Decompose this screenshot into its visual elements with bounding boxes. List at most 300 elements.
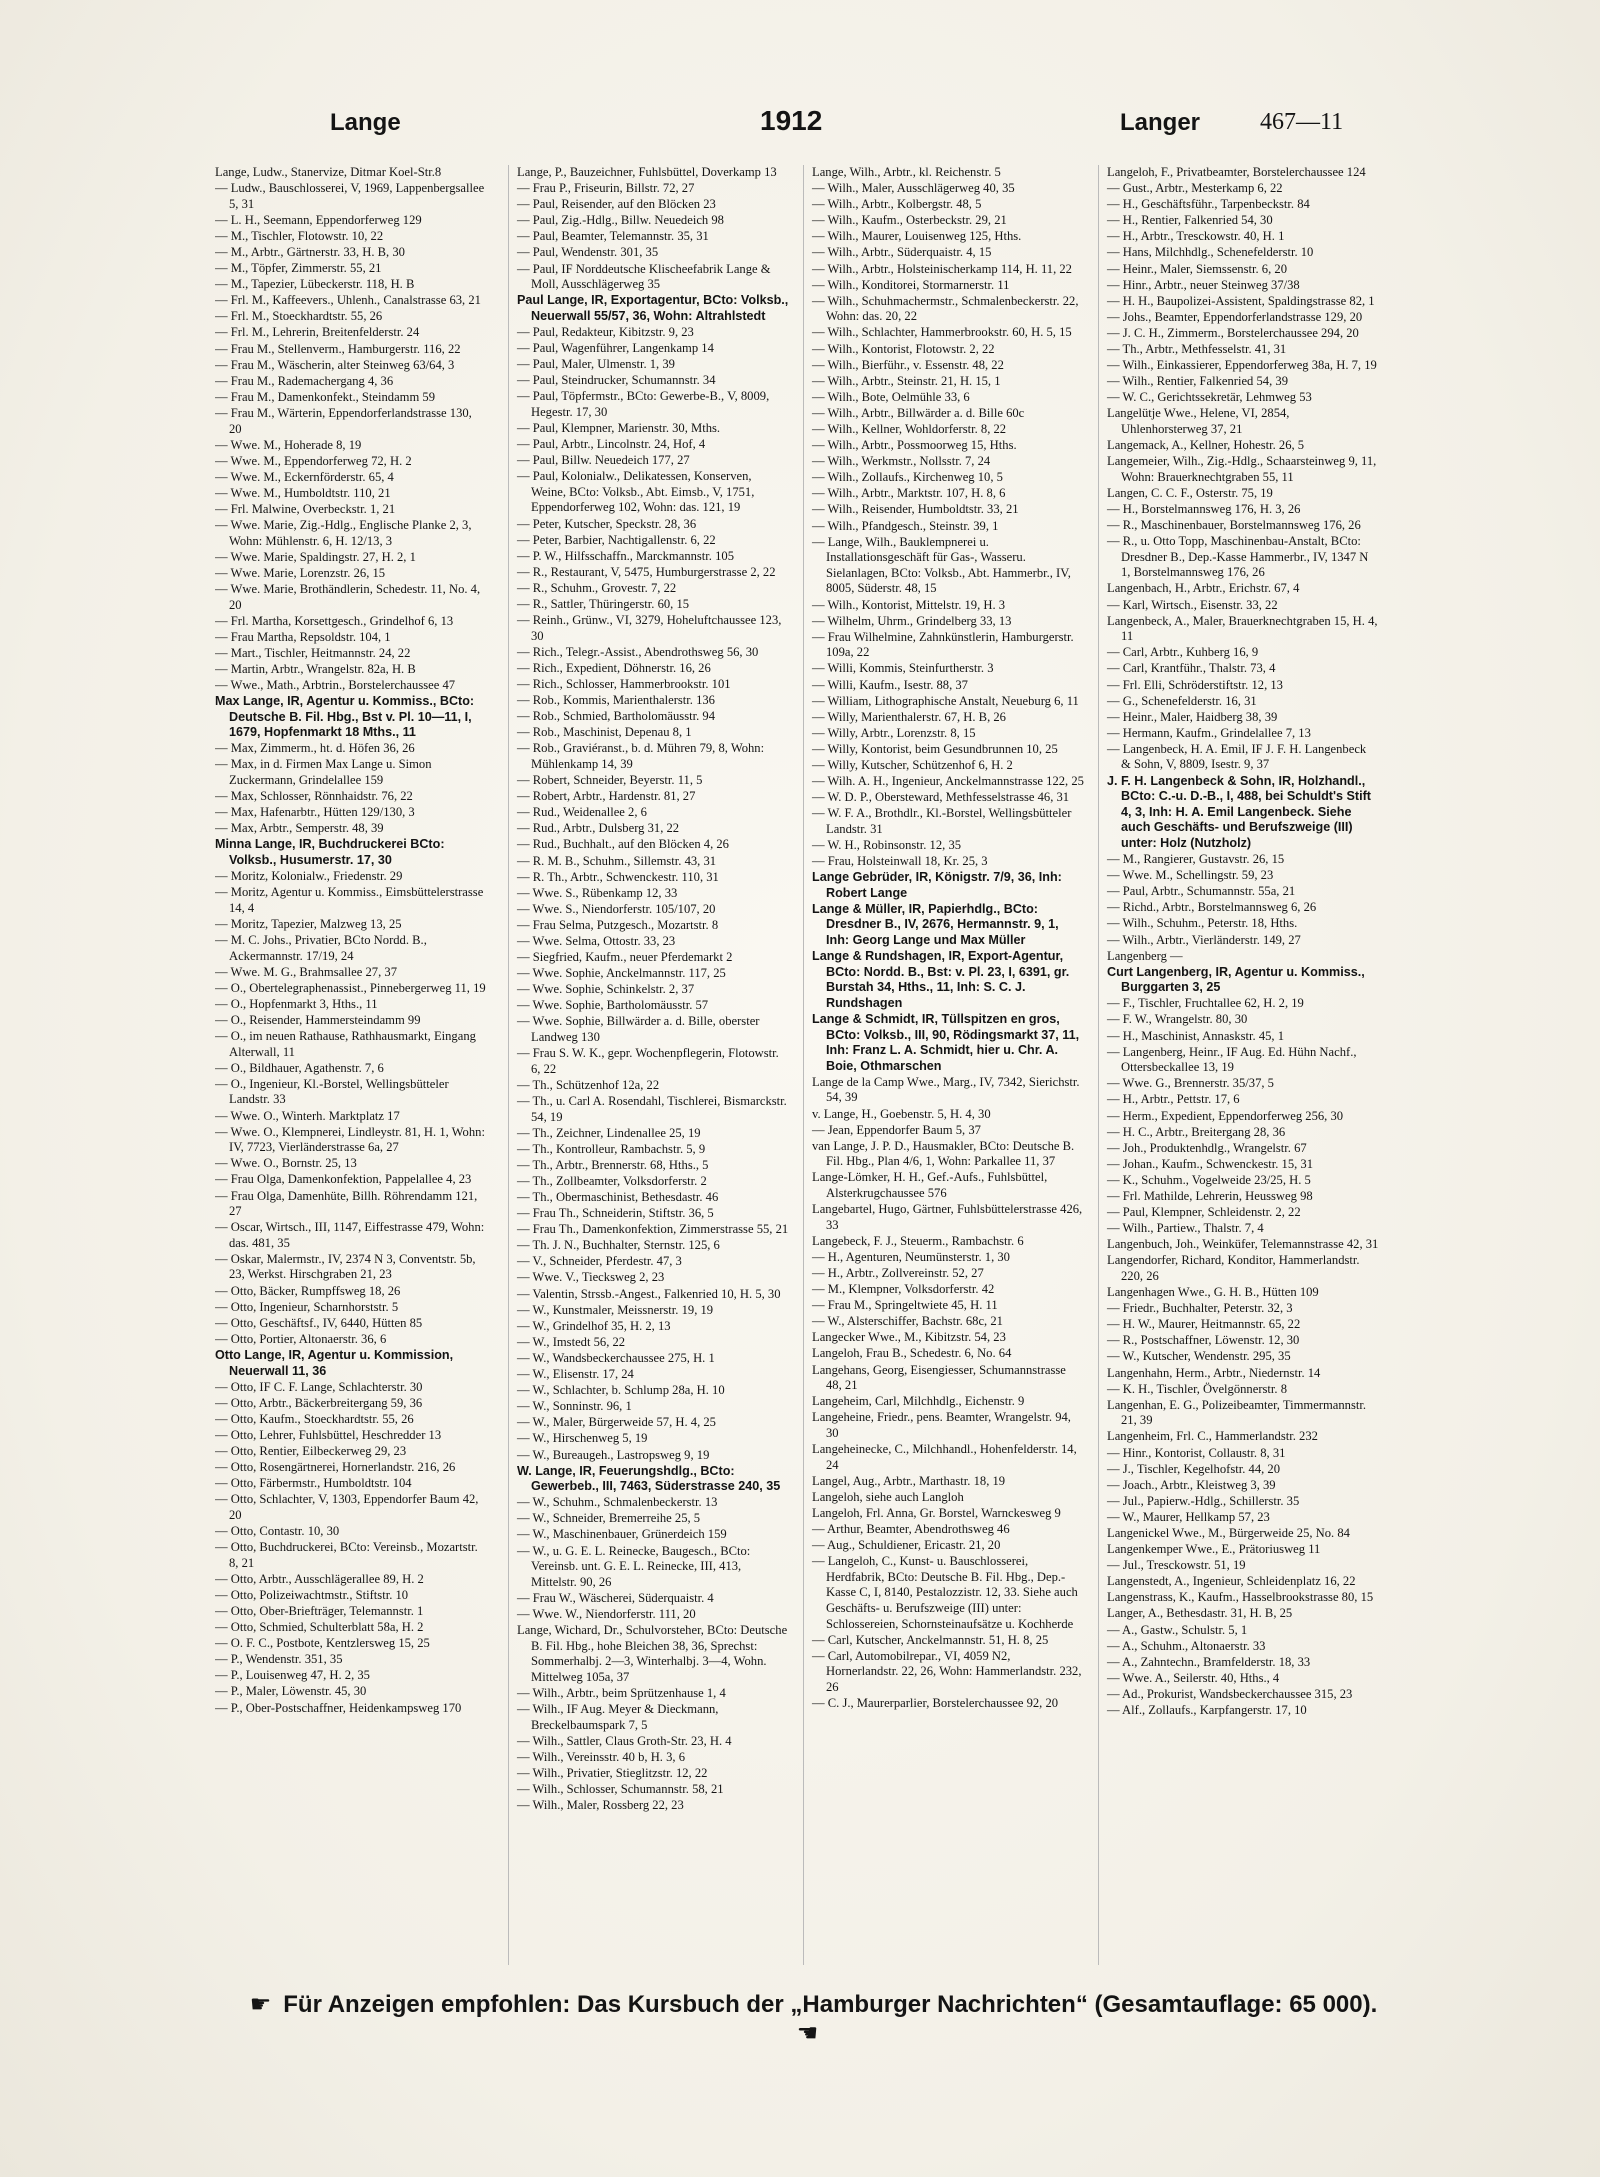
directory-entry: — Wilh., Arbtr., Vierländerstr. 149, 27 bbox=[1107, 932, 1301, 947]
directory-entry: — H., Arbtr., Tresckowstr. 40, H. 1 bbox=[1107, 229, 1285, 244]
directory-entry: — Otto, Contastr. 10, 30 bbox=[215, 1523, 340, 1538]
directory-entry: — Wilh., Arbtr., beim Sprützenhause 1, 4 bbox=[517, 1685, 726, 1700]
directory-entry: Langehans, Georg, Eisengiesser, Schumannstrasse 48, 21 bbox=[812, 1362, 1066, 1393]
directory-entry: — Max, Zimmerm., ht. d. Höfen 36, 26 bbox=[215, 741, 415, 756]
directory-entry: — W., Imstedt 56, 22 bbox=[517, 1334, 626, 1349]
directory-entry: Langecker Wwe., M., Kibitzstr. 54, 23 bbox=[812, 1330, 1006, 1345]
pointing-hand-left-icon: ☛ bbox=[249, 1991, 272, 2018]
directory-entry: — Wilh., Kellner, Wohldorferstr. 8, 22 bbox=[812, 422, 1007, 436]
directory-entry: — Th., Arbtr., Methfesselstr. 41, 31 bbox=[1107, 342, 1287, 357]
directory-entry: — W., Maurer, Hellkamp 57, 23 bbox=[1107, 1509, 1270, 1524]
directory-entry: — Wwe. M. G., Brahmsallee 27, 37 bbox=[215, 964, 397, 979]
directory-entry: — W., Schlachter, b. Schlump 28a, H. 10 bbox=[517, 1383, 725, 1398]
directory-entry: — Frau, Holsteinwall 18, Kr. 25, 3 bbox=[812, 854, 988, 869]
directory-entry: — Otto, Rosengärtnerei, Hornerlandstr. 216, 26 bbox=[215, 1460, 456, 1475]
directory-entry: — Wilh., Werkmstr., Nollsstr. 7, 24 bbox=[812, 454, 991, 469]
directory-entry: — Rud., Weidenallee 2, 6 bbox=[517, 805, 647, 820]
directory-entry: — Wwe. Marie, Brothändlerin, Schedestr. 11, No. 4, 20 bbox=[215, 581, 481, 612]
directory-entry: Langenberg — bbox=[1107, 948, 1183, 963]
directory-entry: Langendorfer, Richard, Konditor, Hammerlandstr. 220, 26 bbox=[1107, 1253, 1360, 1283]
directory-entry: — Frau M., Damenkonfekt., Steindamm 59 bbox=[215, 389, 436, 404]
directory-entry: — J., Tischler, Kegelhofstr. 44, 20 bbox=[1107, 1461, 1281, 1476]
directory-entry: — H., Maschinist, Annaskstr. 45, 1 bbox=[1107, 1028, 1285, 1043]
directory-entry: — Otto, Ober-Briefträger, Telemannstr. 1 bbox=[215, 1603, 424, 1618]
directory-entry: Lange de la Camp Wwe., Marg., IV, 7342, Sierichstr. 54, 39 bbox=[812, 1074, 1080, 1105]
directory-entry: — Otto, Arbtr., Bäckerbreitergang 59, 36 bbox=[215, 1395, 423, 1410]
directory-entry: — Rich., Expedient, Döhnerstr. 16, 26 bbox=[517, 660, 711, 675]
directory-entry: — Wwe., Math., Arbtrin., Borstelerchaussee 47 bbox=[215, 678, 456, 692]
directory-entry: — Wilh., Arbtr., Süderquaistr. 4, 15 bbox=[812, 245, 992, 260]
directory-entry: — Peter, Barbier, Nachtigallenstr. 6, 22 bbox=[517, 532, 716, 547]
directory-entry: — Paul, Wendenstr. 301, 35 bbox=[517, 245, 659, 260]
directory-entry: — Wilh., Arbtr., Steinstr. 21, H. 15, 1 bbox=[812, 373, 1001, 388]
directory-entry: — Ad., Prokurist, Wandsbeckerchaussee 315, 23 bbox=[1107, 1686, 1353, 1701]
directory-entry: Langenstrass, K., Kaufm., Hasselbrookstrasse 80, 15 bbox=[1107, 1590, 1374, 1605]
directory-entry: — Otto, Schlachter, V, 1303, Eppendorfer Baum 42, 20 bbox=[215, 1492, 479, 1522]
directory-entry: — Carl, Automobilrepar., VI, 4059 N2, Hornerlandstr. 22, 26, Wohn: Hammerlandstr. 232, 26 bbox=[812, 1648, 1082, 1694]
directory-entry: — Frau Wilhelmine, Zahnkünstlerin, Hamburgerstr. 109a, 22 bbox=[812, 629, 1074, 660]
directory-entry: — Otto, Schmied, Schulterblatt 58a, H. 2 bbox=[215, 1620, 424, 1635]
directory-entry: — Frl. M., Stoeckhardtstr. 55, 26 bbox=[215, 309, 383, 324]
directory-entry: — Paul, Zig.-Hdlg., Billw. Neuedeich 98 bbox=[517, 213, 724, 228]
directory-entry: — R., Sattler, Thüringerstr. 60, 15 bbox=[517, 597, 690, 612]
directory-entry: — Johs., Beamter, Eppendorferlandstrasse 129, 20 bbox=[1107, 309, 1363, 324]
directory-entry: — Ludw., Bauschlosserei, V, 1969, Lappenbergsallee 5, 31 bbox=[215, 181, 485, 211]
directory-entry: — Wwe. Sophie, Anckelmannstr. 117, 25 bbox=[517, 966, 726, 981]
directory-entry: — Otto, Kaufm., Stoeckhardtstr. 55, 26 bbox=[215, 1411, 414, 1426]
directory-entry: — W. C., Gerichtssekretär, Lehmweg 53 bbox=[1107, 390, 1312, 405]
directory-entry: — Paul, Maler, Ulmenstr. 1, 39 bbox=[517, 357, 675, 372]
directory-entry: — Otto, IF C. F. Lange, Schlachterstr. 30 bbox=[215, 1379, 423, 1394]
directory-entry: — Frau W., Wäscherei, Süderquaistr. 4 bbox=[517, 1590, 714, 1605]
directory-entry: — Wilh., Schlosser, Schumannstr. 58, 21 bbox=[517, 1781, 724, 1796]
directory-entry: — Frau M., Rademachergang 4, 36 bbox=[215, 373, 394, 388]
directory-columns bbox=[215, 165, 1400, 1965]
directory-entry: — Carl, Kutscher, Anckelmannstr. 51, H. 8, 25 bbox=[812, 1632, 1049, 1647]
directory-entry: — O., Ingenieur, Kl.-Borstel, Wellingsbütteler Landstr. 33 bbox=[215, 1076, 449, 1107]
directory-entry: — P., Louisenweg 47, H. 2, 35 bbox=[215, 1668, 370, 1683]
directory-entry: — Wilh., Arbtr., Possmoorweg 15, Hths. bbox=[812, 438, 1017, 453]
directory-entry: — M., Tischler, Flotowstr. 10, 22 bbox=[215, 228, 384, 243]
directory-entry: — H., Borstelmannsweg 176, H. 3, 26 bbox=[1107, 501, 1301, 516]
directory-entry: — Wilh., Privatier, Stieglitzstr. 12, 22 bbox=[517, 1765, 708, 1780]
directory-entry: — Wwe. O., Klempnerei, Lindleystr. 81, H. 1, Wohn: IV, 7723, Vierländerstrasse 6a, 27 bbox=[215, 1124, 485, 1155]
directory-entry: — Willi, Kaufm., Isestr. 88, 37 bbox=[812, 677, 968, 692]
directory-entry: Langebartel, Hugo, Gärtner, Fuhlsbüttelerstrasse 426, 33 bbox=[812, 1202, 1083, 1232]
directory-entry: — O. F. C., Postbote, Kentzlersweg 15, 25 bbox=[215, 1636, 430, 1651]
directory-entry: — K., Schuhm., Vogelweide 23/25, H. 5 bbox=[1107, 1172, 1311, 1187]
directory-entry: — Otto, Buchdruckerei, BCto: Vereinsb., Mozartstr. 8, 21 bbox=[215, 1540, 478, 1570]
footer-text: Für Anzeigen empfohlen: Das Kursbuch der „Hamburger Nachrichten“ (Gesamtauflage: 65 000). bbox=[283, 1991, 1378, 2018]
directory-entry: — Karl, Wirtsch., Eisenstr. 33, 22 bbox=[1107, 597, 1278, 612]
directory-entry: — Wilh., Kaufm., Osterbeckstr. 29, 21 bbox=[812, 213, 1007, 228]
directory-entry: — Johan., Kaufm., Schwenckestr. 15, 31 bbox=[1107, 1156, 1314, 1171]
directory-entry: Langeheine, Friedr., pens. Beamter, Wrangelstr. 94, 30 bbox=[812, 1410, 1071, 1440]
directory-entry: — Th., Obermaschinist, Bethesdastr. 46 bbox=[517, 1190, 719, 1204]
directory-entry: — Frau Olga, Damenkonfektion, Pappelallee 4, 23 bbox=[215, 1172, 472, 1187]
pointing-hand-right-icon: ☚ bbox=[796, 2020, 819, 2047]
directory-entry: — Frau M., Wäscherin, alter Steinweg 63/64, 3 bbox=[215, 357, 455, 372]
directory-entry: — Oscar, Wirtsch., III, 1147, Eiffestrasse 479, Wohn: das. 481, 35 bbox=[215, 1220, 485, 1250]
directory-entry: — Rich., Schlosser, Hammerbrookstr. 101 bbox=[517, 677, 731, 691]
directory-entry: — M., Töpfer, Zimmerstr. 55, 21 bbox=[215, 261, 382, 276]
directory-entry: Langeloh, Frl. Anna, Gr. Borstel, Warnckesweg 9 bbox=[812, 1505, 1061, 1520]
directory-entry: — Langeloh, C., Kunst- u. Bauschlosserei, Herdfabrik, BCto: Deutsche B. Fil. Hbg., Dep.-Kasse C, I, 8140, Pestalozzistr. 12, 33. Siehe auch Geschäfts- u. Berufszweige (III) unter: Schlossereien, Schornsteinaufsätze u. Kochherde bbox=[812, 1554, 1078, 1631]
directory-entry: — Reinh., Grünw., VI, 3279, Hoheluftchaussee 123, 30 bbox=[517, 613, 782, 643]
directory-entry: — Frau Olga, Damenhüte, Billh. Röhrendamm 121, 27 bbox=[215, 1188, 478, 1219]
directory-entry: — Paul, Töpfermstr., BCto: Gewerbe-B., V, 8009, Hegestr. 17, 30 bbox=[517, 389, 770, 419]
directory-entry: — Frau Martha, Repsoldstr. 104, 1 bbox=[215, 629, 391, 644]
directory-entry: — Frl. Mathilde, Lehrerin, Heussweg 98 bbox=[1107, 1189, 1313, 1203]
directory-entry: — W., Grindelhof 35, H. 2, 13 bbox=[517, 1318, 671, 1333]
directory-entry: — William, Lithographische Anstalt, Neueburg 6, 11 bbox=[812, 693, 1079, 708]
directory-entry: — H., Arbtr., Zollvereinstr. 52, 27 bbox=[812, 1265, 984, 1280]
directory-entry: — Frau M., Wärterin, Eppendorferlandstrasse 130, 20 bbox=[215, 405, 472, 436]
directory-entry: — Wwe. Marie, Zig.-Hdlg., Englische Planke 2, 3, Wohn: Mühlenstr. 6, H. 12/13, 3 bbox=[215, 518, 472, 548]
directory-entry: — H. H., Baupolizei-Assistent, Spaldingstrasse 82, 1 bbox=[1107, 293, 1375, 308]
directory-entry: — Paul, Klempner, Schleidenstr. 2, 22 bbox=[1107, 1205, 1301, 1220]
directory-entry: — Wilh., Vereinsstr. 40 b, H. 3, 6 bbox=[517, 1749, 685, 1764]
directory-entry: — P. W., Hilfsschaffn., Marckmannstr. 105 bbox=[517, 548, 734, 563]
directory-entry: — Th., Arbtr., Brennerstr. 68, Hths., 5 bbox=[517, 1157, 709, 1172]
directory-entry: — Wilh., Konditorei, Stormarnerstr. 11 bbox=[812, 277, 1010, 292]
directory-entry: van Lange, J. P. D., Hausmakler, BCto: Deutsche B. Fil. Hbg., Plan 4/6, 1, Wohn: Parkallee 11, 37 bbox=[812, 1138, 1075, 1169]
directory-entry: — Robert, Schneider, Beyerstr. 11, 5 bbox=[517, 773, 703, 788]
directory-entry: — Rob., Schmied, Bartholomäusstr. 94 bbox=[517, 709, 715, 724]
directory-entry: — Th. J. N., Buchhalter, Sternstr. 125, 6 bbox=[517, 1238, 720, 1253]
directory-entry: — A., Schuhm., Altonaerstr. 33 bbox=[1107, 1638, 1266, 1653]
directory-entry: — Wilh., Kontorist, Mittelstr. 19, H. 3 bbox=[812, 597, 1006, 612]
directory-entry: — Arthur, Beamter, Abendrothsweg 46 bbox=[812, 1521, 1010, 1536]
directory-entry: — R. M. B., Schuhm., Sillemstr. 43, 31 bbox=[517, 853, 717, 868]
directory-entry: — Wilh., Bierführ., v. Essenstr. 48, 22 bbox=[812, 357, 1004, 372]
directory-entry: — Wwe. Sophie, Schinkelstr. 2, 37 bbox=[517, 982, 695, 997]
directory-entry: — Wilh., Einkassierer, Eppendorferweg 38a, H. 7, 19 bbox=[1107, 358, 1377, 373]
directory-entry: — H., Geschäftsführ., Tarpenbeckstr. 84 bbox=[1107, 197, 1310, 212]
directory-entry: — A., Zahntechn., Bramfelderstr. 18, 33 bbox=[1107, 1654, 1311, 1669]
directory-entry: — Frl. Martha, Korsettgesch., Grindelhof 6, 13 bbox=[215, 613, 454, 628]
directory-entry: Langeloh, F., Privatbeamter, Borstelerchaussee 124 bbox=[1107, 165, 1366, 179]
directory-entry: — O., Hopfenmarkt 3, Hths., 11 bbox=[215, 996, 378, 1011]
directory-entry: — P., Maler, Löwenstr. 45, 30 bbox=[215, 1684, 367, 1699]
directory-entry: — Hermann, Kaufm., Grindelallee 7, 13 bbox=[1107, 725, 1311, 740]
directory-entry: — O., Obertelegraphenassist., Pinnebergerweg 11, 19 bbox=[215, 980, 486, 995]
directory-entry: — Wilh., Arbtr., Holsteinischerkamp 114, H. 11, 22 bbox=[812, 261, 1072, 276]
directory-entry: — Wwe. W., Niendorferstr. 111, 20 bbox=[517, 1606, 696, 1621]
directory-entry: — Th., Schützenhof 12a, 22 bbox=[517, 1077, 660, 1092]
directory-entry: — Frau P., Friseurin, Billstr. 72, 27 bbox=[517, 181, 695, 196]
directory-entry: — Rud., Arbtr., Dulsberg 31, 22 bbox=[517, 821, 680, 836]
directory-entry: — Jean, Eppendorfer Baum 5, 37 bbox=[812, 1122, 981, 1137]
directory-entry: — Wwe. A., Seilerstr. 40, Hths., 4 bbox=[1107, 1670, 1280, 1685]
directory-entry: — Wilh., Zollaufs., Kirchenweg 10, 5 bbox=[812, 470, 1003, 485]
directory-entry: Lange & Schmidt, IR, Tüllspitzen en gros, BCto: Volksb., III, 90, Rödingsmarkt 37, 11, Inh: Franz L. A. Schmidt, hier u. Chr. A. Boie, Othmarschen bbox=[812, 1011, 1080, 1073]
directory-entry: — Lange, Wilh., Bauklempnerei u. Installationsgeschäft für Gas-, Wasseru. Sielanlagen, BCto: Volksb., Abt. Hammerbr., IV, 8005, Süderstr. 48, 15 bbox=[812, 534, 1071, 596]
directory-entry: — W., Kutscher, Wendenstr. 295, 35 bbox=[1107, 1349, 1291, 1364]
directory-entry: v. Lange, H., Goebenstr. 5, H. 4, 30 bbox=[812, 1106, 991, 1121]
directory-entry: — Otto, Bäcker, Rumpffsweg 18, 26 bbox=[215, 1283, 401, 1298]
advertisement-footer bbox=[215, 1990, 1400, 2047]
directory-entry: — Oskar, Malermstr., IV, 2374 N 3, Conventstr. 5b, 23, Werkst. Hirschgraben 21, 23 bbox=[215, 1251, 476, 1282]
directory-entry: — Jul., Papierw.-Hdlg., Schillerstr. 35 bbox=[1107, 1493, 1300, 1508]
directory-entry: — Wwe. Sophie, Billwärder a. d. Bille, oberster Landweg 130 bbox=[517, 1014, 760, 1045]
directory-entry: — Hinr., Arbtr., neuer Steinweg 37/38 bbox=[1107, 277, 1300, 292]
directory-entry: — Valentin, Strssb.-Angest., Falkenried 10, H. 5, 30 bbox=[517, 1286, 781, 1301]
directory-entry: — K. H., Tischler, Övelgönnerstr. 8 bbox=[1107, 1381, 1288, 1396]
directory-entry: — C. J., Maurerparlier, Borstelerchaussee 92, 20 bbox=[812, 1696, 1059, 1710]
directory-entry: — Wilh., Arbtr., Marktstr. 107, H. 8, 6 bbox=[812, 486, 1006, 501]
directory-entry: — Wilhelm, Uhrm., Grindelberg 33, 13 bbox=[812, 613, 1012, 628]
directory-entry: — Wwe. Sophie, Bartholomäusstr. 57 bbox=[517, 998, 709, 1013]
directory-entry: — Richd., Arbtr., Borstelmannsweg 6, 26 bbox=[1107, 900, 1317, 915]
directory-entry: — Wwe. O., Winterh. Marktplatz 17 bbox=[215, 1108, 400, 1123]
directory-entry: Langenhahn, Herm., Arbtr., Niedernstr. 14 bbox=[1107, 1365, 1321, 1380]
directory-entry: — W., u. G. E. L. Reinecke, Baugesch., BCto: Vereinsb. unt. G. E. L. Reinecke, III, 413, Mittelstr. 90, 26 bbox=[517, 1543, 751, 1589]
directory-entry: — H., Agenturen, Neumünsterstr. 1, 30 bbox=[812, 1249, 1010, 1264]
directory-entry: — O., Reisender, Hammersteindamm 99 bbox=[215, 1012, 421, 1027]
directory-entry: — W. F. A., Brothdlr., Kl.-Borstel, Wellingsbütteler Landstr. 31 bbox=[812, 806, 1072, 836]
directory-entry: — Willy, Arbtr., Lorenzstr. 8, 15 bbox=[812, 725, 976, 740]
directory-entry: Langenickel Wwe., M., Bürgerweide 25, No. 84 bbox=[1107, 1525, 1350, 1540]
directory-entry: — Wilh., Sattler, Claus Groth-Str. 23, H. 4 bbox=[517, 1733, 732, 1748]
directory-entry: Lange-Lömker, H. H., Gef.-Aufs., Fuhlsbüttel, Alsterkrugchaussee 576 bbox=[812, 1170, 1048, 1200]
directory-entry: — Heinr., Maler, Haidberg 38, 39 bbox=[1107, 709, 1278, 724]
directory-entry: — Herm., Expedient, Eppendorferweg 256, 30 bbox=[1107, 1108, 1344, 1123]
directory-entry: — Heinr., Maler, Siemssenstr. 6, 20 bbox=[1107, 261, 1287, 276]
directory-entry: Langel, Aug., Arbtr., Marthastr. 18, 19 bbox=[812, 1473, 1006, 1488]
directory-entry: — Wwe. Selma, Ottostr. 33, 23 bbox=[517, 934, 676, 948]
directory-entry: — Wwe. M., Schellingstr. 59, 23 bbox=[1107, 868, 1274, 883]
directory-entry: — Otto, Arbtr., Ausschlägerallee 89, H. 2 bbox=[215, 1571, 424, 1586]
directory-entry: Lange, P., Bauzeichner, Fuhlsbüttel, Doverkamp 13 bbox=[517, 165, 777, 179]
directory-entry: Minna Lange, IR, Buchdruckerei BCto: Volksb., Husumerstr. 17, 30 bbox=[215, 837, 445, 868]
directory-entry: — Wilh., Bote, Oelmühle 33, 6 bbox=[812, 389, 970, 404]
directory-entry: — W., Kunstmaler, Meissnerstr. 19, 19 bbox=[517, 1302, 714, 1317]
directory-entry: — Robert, Arbtr., Hardenstr. 81, 27 bbox=[517, 789, 696, 804]
directory-entry: — Paul, Steindrucker, Schumannstr. 34 bbox=[517, 373, 716, 388]
directory-entry: — Willy, Kutscher, Schützenhof 6, H. 2 bbox=[812, 757, 1013, 772]
directory-entry: — Wwe. M., Humboldtstr. 110, 21 bbox=[215, 485, 391, 500]
directory-entry: — Wwe. G., Brennerstr. 35/37, 5 bbox=[1107, 1076, 1274, 1091]
directory-entry: Langenstedt, A., Ingenieur, Schleidenplatz 16, 22 bbox=[1107, 1574, 1356, 1589]
directory-entry: — Moritz, Kolonialw., Friedenstr. 29 bbox=[215, 869, 403, 884]
directory-entry: — Paul, Billw. Neuedeich 177, 27 bbox=[517, 453, 690, 468]
directory-entry: Langenheim, Frl. C., Hammerlandstr. 232 bbox=[1107, 1429, 1318, 1444]
directory-entry: Max Lange, IR, Agentur u. Kommiss., BCto: Deutsche B. Fil. Hbg., Bst v. Pl. 10—11, I, 1679, Hopfenmarkt 18 Mths., 11 bbox=[215, 694, 475, 740]
directory-entry: — W., Elisenstr. 17, 24 bbox=[517, 1367, 634, 1382]
directory-entry: — Frau M., Stellenverm., Hamburgerstr. 116, 22 bbox=[215, 341, 461, 356]
directory-entry: Langemack, A., Kellner, Hohestr. 26, 5 bbox=[1107, 438, 1305, 453]
directory-entry: — Wwe. O., Bornstr. 25, 13 bbox=[215, 1156, 357, 1171]
directory-entry: — Max, Hafenarbtr., Hütten 129/130, 3 bbox=[215, 805, 415, 820]
directory-entry: — Moritz, Agentur u. Kommiss., Eimsbüttelerstrasse 14, 4 bbox=[215, 885, 484, 915]
directory-entry: — Wwe. V., Tiecksweg 2, 23 bbox=[517, 1270, 665, 1285]
directory-entry: Lange & Müller, IR, Papierhdlg., BCto: Dresdner B., IV, 2676, Hermannstr. 9, 1, Inh: Georg Lange und Max Müller bbox=[812, 901, 1059, 947]
directory-entry: Paul Lange, IR, Exportagentur, BCto: Volksb., Neuerwall 55/57, 36, Wohn: Altrahlstedt bbox=[517, 293, 789, 323]
directory-entry: Langenbach, H., Arbtr., Erichstr. 67, 4 bbox=[1107, 581, 1300, 596]
directory-entry: — Paul, Reisender, auf den Blöcken 23 bbox=[517, 197, 716, 212]
directory-entry: — Wilh., Arbtr., Kolbergstr. 48, 5 bbox=[812, 197, 982, 212]
directory-entry: — F. W., Wrangelstr. 80, 30 bbox=[1107, 1012, 1248, 1027]
directory-entry: — Th., Kontrolleur, Rambachstr. 5, 9 bbox=[517, 1141, 706, 1156]
directory-entry: — P., Wendenstr. 351, 35 bbox=[215, 1652, 343, 1667]
directory-entry: — Max, Schlosser, Rönnhaidstr. 76, 22 bbox=[215, 789, 413, 804]
directory-entry: — P., Ober-Postschaffner, Heidenkampsweg 170 bbox=[215, 1700, 462, 1715]
directory-entry: — Wwe. Marie, Spaldingstr. 27, H. 2, 1 bbox=[215, 549, 416, 564]
page-number: 467—11 bbox=[1260, 109, 1344, 135]
directory-entry: — Frau Selma, Putzgesch., Mozartstr. 8 bbox=[517, 917, 719, 932]
directory-entry: — M., Klempner, Volksdorferstr. 42 bbox=[812, 1282, 995, 1297]
directory-entry: — A., Gastw., Schulstr. 5, 1 bbox=[1107, 1622, 1248, 1637]
directory-entry: — Joh., Produktenhdlg., Wrangelstr. 67 bbox=[1107, 1140, 1307, 1155]
running-head-first-name: Lange bbox=[330, 109, 401, 136]
directory-entry: — Max, Arbtr., Semperstr. 48, 39 bbox=[215, 821, 384, 836]
directory-entry: Langenhagen Wwe., G. H. B., Hütten 109 bbox=[1107, 1285, 1319, 1300]
directory-entry: W. Lange, IR, Feuerungshdlg., BCto: Gewerbeb., III, 7463, Süderstrasse 240, 35 bbox=[517, 1463, 781, 1494]
directory-entry: — M., Arbtr., Gärtnerstr. 33, H. B, 30 bbox=[215, 244, 405, 259]
directory-entry: — H. W., Maurer, Heitmannstr. 65, 22 bbox=[1107, 1317, 1301, 1332]
directory-entry: — Th., Zeichner, Lindenallee 25, 19 bbox=[517, 1125, 701, 1140]
directory-entry: — Alf., Zollaufs., Karpfangerstr. 17, 10 bbox=[1107, 1703, 1307, 1717]
directory-entry: — Langenberg, Heinr., IF Aug. Ed. Hühn Nachf., Ottersbeckallee 13, 19 bbox=[1107, 1044, 1357, 1075]
directory-entry: — Gust., Arbtr., Mesterkamp 6, 22 bbox=[1107, 181, 1283, 196]
directory-entry: — W., Schneider, Bremerreihe 25, 5 bbox=[517, 1511, 701, 1526]
directory-entry: — M., Rangierer, Gustavstr. 26, 15 bbox=[1107, 852, 1285, 867]
directory-entry: — Wilh., Maler, Ausschlägerweg 40, 35 bbox=[812, 181, 1015, 196]
directory-entry: — Rob., Maschinist, Depenau 8, 1 bbox=[517, 725, 692, 740]
directory-entry: — Frl. Elli, Schröderstiftstr. 12, 13 bbox=[1107, 677, 1283, 692]
directory-entry: — Wilh., Maurer, Louisenweg 125, Hths. bbox=[812, 229, 1022, 244]
directory-entry: — Paul, Klempner, Marienstr. 30, Mths. bbox=[517, 421, 721, 435]
column-3 bbox=[803, 165, 1084, 1965]
running-head-last-name: Langer bbox=[1120, 109, 1201, 136]
directory-entry: — Wwe. M., Eckernförderstr. 65, 4 bbox=[215, 469, 394, 484]
directory-entry: — Otto, Lehrer, Fuhlsbüttel, Heschredder 13 bbox=[215, 1427, 442, 1442]
column-2 bbox=[508, 165, 789, 1965]
directory-entry: Langebeck, F. J., Steuerm., Rambachstr. 6 bbox=[812, 1233, 1024, 1248]
directory-entry: — W. D. P., Obersteward, Methfesselstrasse 46, 31 bbox=[812, 790, 1070, 805]
directory-entry: — Willi, Kommis, Steinfurtherstr. 3 bbox=[812, 661, 994, 676]
running-head-year: 1912 bbox=[760, 105, 823, 136]
directory-entry: — Hinr., Kontorist, Collaustr. 8, 31 bbox=[1107, 1445, 1286, 1460]
directory-entry: — Th., u. Carl A. Rosendahl, Tischlerei, Bismarckstr. 54, 19 bbox=[517, 1093, 787, 1124]
directory-entry: Lange Gebrüder, IR, Königstr. 7/9, 36, Inh: Robert Lange bbox=[812, 870, 1062, 900]
directory-entry: — Wilh., Partiew., Thalstr. 7, 4 bbox=[1107, 1221, 1264, 1236]
directory-entry: Langeloh, siehe auch Langloh bbox=[812, 1489, 964, 1504]
directory-entry: — Rud., Buchhalt., auf den Blöcken 4, 26 bbox=[517, 837, 729, 852]
directory-entry: — W., Maler, Bürgerweide 57, H. 4, 25 bbox=[517, 1415, 716, 1430]
directory-entry: — Wilh., Schuhmachermstr., Schmalenbeckerstr. 22, Wohn: das. 20, 22 bbox=[812, 293, 1079, 324]
directory-entry: — F., Tischler, Fruchtallee 62, H. 2, 19 bbox=[1107, 996, 1304, 1011]
directory-entry: — Wilh., Reisender, Humboldtstr. 33, 21 bbox=[812, 502, 1019, 517]
directory-entry: — G., Schenefelderstr. 16, 31 bbox=[1107, 693, 1257, 708]
directory-entry: — Wwe. S., Rübenkamp 12, 33 bbox=[517, 885, 678, 900]
directory-entry: — W., Bureaugeh., Lastropsweg 9, 19 bbox=[517, 1447, 710, 1462]
directory-entry: — W., Sonninstr. 96, 1 bbox=[517, 1399, 632, 1414]
directory-entry: Langer, A., Bethesdastr. 31, H. B, 25 bbox=[1107, 1606, 1293, 1621]
directory-entry: — J. C. H., Zimmerm., Borstelerchaussee 294, 20 bbox=[1107, 325, 1359, 340]
directory-entry: Langen, C. C. F., Osterstr. 75, 19 bbox=[1107, 485, 1273, 500]
directory-entry: — Wwe. M., Eppendorferweg 72, H. 2 bbox=[215, 453, 412, 468]
directory-entry: — Paul, Kolonialw., Delikatessen, Konserven, Weine, BCto: Volksb., Abt. Eimsb., V, 1751, Eppendorferweg 102, Wohn: das. 121, 19 bbox=[517, 469, 755, 515]
directory-entry: Langelütje Wwe., Helene, VI, 2854, Uhlenhorsterweg 37, 21 bbox=[1107, 406, 1290, 436]
directory-entry: — H., Arbtr., Pettstr. 17, 6 bbox=[1107, 1092, 1240, 1107]
directory-entry: — Paul, IF Norddeutsche Klischeefabrik Lange & Moll, Ausschlägerweg 35 bbox=[517, 261, 771, 292]
directory-entry: — R. Th., Arbtr., Schwenckestr. 110, 31 bbox=[517, 869, 719, 884]
directory-entry: — V., Schneider, Pferdestr. 47, 3 bbox=[517, 1254, 682, 1269]
directory-entry: — Peter, Kutscher, Speckstr. 28, 36 bbox=[517, 516, 697, 531]
directory-entry: — Paul, Redakteur, Kibitzstr. 9, 23 bbox=[517, 324, 694, 339]
directory-entry: — Paul, Arbtr., Schumannstr. 55a, 21 bbox=[1107, 884, 1296, 899]
directory-entry: — Friedr., Buchhalter, Peterstr. 32, 3 bbox=[1107, 1301, 1293, 1316]
directory-entry: — O., Bildhauer, Agathenstr. 7, 6 bbox=[215, 1060, 384, 1075]
directory-entry: — Paul, Arbtr., Lincolnstr. 24, Hof, 4 bbox=[517, 437, 706, 452]
directory-entry: — H. C., Arbtr., Breitergang 28, 36 bbox=[1107, 1124, 1286, 1139]
directory-entry: — Langenbeck, H. A. Emil, IF J. F. H. Langenbeck & Sohn, V, 8809, Isestr. 9, 37 bbox=[1107, 741, 1367, 772]
directory-entry: Langeheim, Carl, Milchhdlg., Eichenstr. 9 bbox=[812, 1394, 1025, 1409]
directory-entry: — W., Wandsbeckerchaussee 275, H. 1 bbox=[517, 1350, 715, 1365]
directory-entry: — Frl. M., Lehrerin, Breitenfelderstr. 24 bbox=[215, 325, 420, 340]
directory-entry: — Wilh. A. H., Ingenieur, Anckelmannstrasse 122, 25 bbox=[812, 774, 1084, 789]
directory-entry: — Jul., Tresckowstr. 51, 19 bbox=[1107, 1558, 1246, 1573]
directory-entry: — Wwe. M., Hoherade 8, 19 bbox=[215, 437, 362, 452]
column-4 bbox=[1098, 165, 1379, 1965]
directory-entry: — Frl. Malwine, Overbeckstr. 1, 21 bbox=[215, 501, 396, 516]
directory-entry: — M. C. Johs., Privatier, BCto Nordd. B., Ackermannstr. 17/19, 24 bbox=[215, 933, 427, 963]
directory-entry: — Mart., Tischler, Heitmannstr. 24, 22 bbox=[215, 645, 411, 660]
directory-entry: — Martin, Arbtr., Wrangelstr. 82a, H. B bbox=[215, 661, 416, 676]
directory-entry: — Wwe. S., Niendorferstr. 105/107, 20 bbox=[517, 901, 716, 916]
directory-entry: — Wilh., Pfandgesch., Steinstr. 39, 1 bbox=[812, 518, 999, 533]
directory-entry: — Frau M., Springeltwiete 45, H. 11 bbox=[812, 1298, 998, 1313]
directory-entry: J. F. H. Langenbeck & Sohn, IR, Holzhandl., BCto: C.-u. D.-B., I, 488, bei Schuldt's Stift 4, 3, Inh: H. A. Emil Langenbeck. Siehe auch Geschäfts- und Berufszweige (III) unter: Holz (Nutzholz) bbox=[1107, 773, 1371, 850]
directory-entry: — Wilh., Schuhm., Peterstr. 18, Hths. bbox=[1107, 916, 1298, 931]
directory-entry: — Frau Th., Schneiderin, Stiftstr. 36, 5 bbox=[517, 1206, 714, 1221]
directory-entry: — Otto, Portier, Altonaerstr. 36, 6 bbox=[215, 1331, 387, 1346]
directory-entry: Langenbuch, Joh., Weinküfer, Telemannstrasse 42, 31 bbox=[1107, 1237, 1379, 1252]
directory-page bbox=[215, 95, 1400, 2095]
directory-entry: — R., Maschinenbauer, Borstelmannsweg 176, 26 bbox=[1107, 518, 1361, 533]
directory-entry: — Otto, Geschäftsf., IV, 6440, Hütten 85 bbox=[215, 1315, 423, 1330]
directory-entry: Lange, Wilh., Arbtr., kl. Reichenstr. 5 bbox=[812, 165, 1001, 179]
directory-entry: — Otto, Rentier, Eilbeckerweg 29, 23 bbox=[215, 1444, 407, 1458]
directory-entry: — Max, in d. Firmen Max Lange u. Simon Zuckermann, Grindelallee 159 bbox=[215, 757, 432, 788]
directory-entry: — M., Tapezier, Lübeckerstr. 118, H. B bbox=[215, 277, 415, 292]
directory-entry: — Wilh., Rentier, Falkenried 54, 39 bbox=[1107, 374, 1288, 389]
directory-entry: Langenbeck, A., Maler, Brauerknechtgraben 15, H. 4, 11 bbox=[1107, 613, 1378, 644]
directory-entry: — Th., Zollbeamter, Volksdorferstr. 2 bbox=[517, 1173, 707, 1188]
directory-entry: — R., Postschaffner, Löwenstr. 12, 30 bbox=[1107, 1333, 1300, 1348]
directory-entry: Langemeier, Wilh., Zig.-Hdlg., Schaarsteinweg 9, 11, Wohn: Brauerknechtgraben 55, 11 bbox=[1107, 454, 1377, 484]
directory-entry: — H., Rentier, Falkenried 54, 30 bbox=[1107, 213, 1273, 228]
directory-entry: — Wilh., Kontorist, Flotowstr. 2, 22 bbox=[812, 341, 995, 356]
directory-entry: — Hans, Milchhdlg., Schenefelderstr. 10 bbox=[1107, 245, 1314, 260]
directory-entry: — W., Schuhm., Schmalenbeckerstr. 13 bbox=[517, 1495, 718, 1510]
directory-entry: — Siegfried, Kaufm., neuer Pferdemarkt 2 bbox=[517, 950, 733, 965]
directory-entry: Langeloh, Frau B., Schedestr. 6, No. 64 bbox=[812, 1346, 1012, 1361]
directory-entry: — Frau Th., Damenkonfektion, Zimmerstrasse 55, 21 bbox=[517, 1222, 789, 1237]
directory-entry: — Wilh., Schlachter, Hammerbrookstr. 60, H. 5, 15 bbox=[812, 325, 1072, 340]
directory-entry: — Rob., Kommis, Marienthalerstr. 136 bbox=[517, 693, 715, 708]
directory-entry: — Wwe. Marie, Lorenzstr. 26, 15 bbox=[215, 565, 386, 580]
directory-entry: — Otto, Polizeiwachtmstr., Stiftstr. 10 bbox=[215, 1587, 409, 1602]
directory-entry: — Frl. M., Kaffeevers., Uhlenh., Canalstrasse 63, 21 bbox=[215, 293, 481, 308]
directory-entry: Curt Langenberg, IR, Agentur u. Kommiss., Burggarten 3, 25 bbox=[1107, 964, 1365, 995]
directory-entry: — Rich., Telegr.-Assist., Abendrothsweg 56, 30 bbox=[517, 644, 759, 659]
directory-entry: — Wilh., Arbtr., Billwärder a. d. Bille 60c bbox=[812, 405, 1025, 420]
directory-entry: — R., Schuhm., Grovestr. 7, 22 bbox=[517, 580, 677, 595]
directory-entry: — W., Hirschenweg 5, 19 bbox=[517, 1431, 648, 1446]
